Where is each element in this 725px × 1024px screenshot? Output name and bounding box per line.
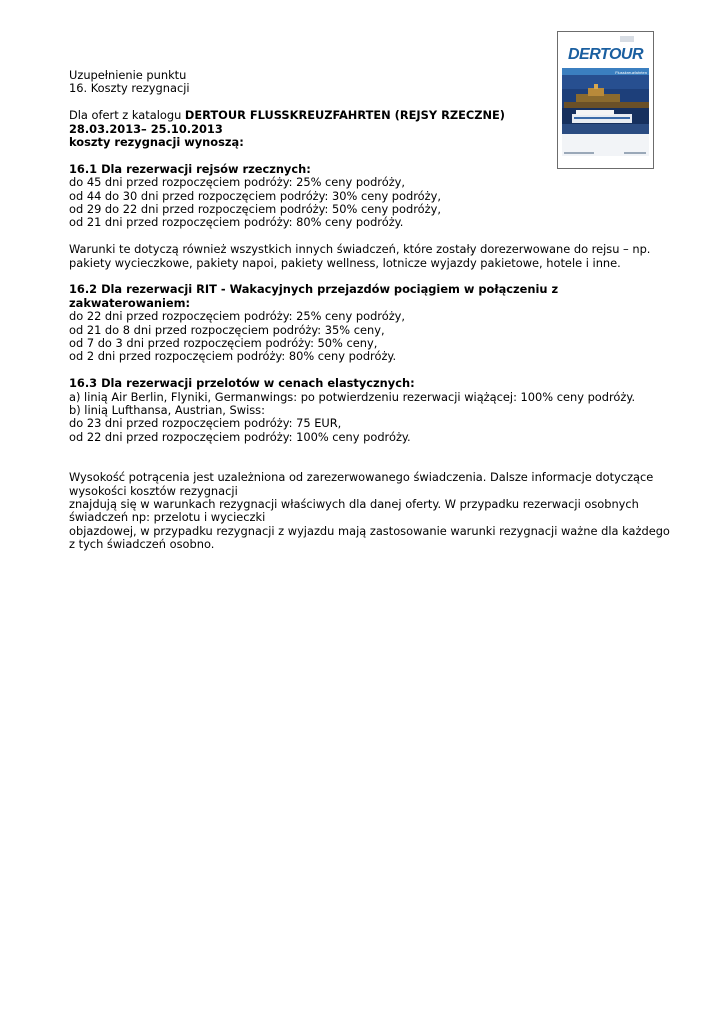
intro-line-1: Uzupełnienie punktu xyxy=(69,68,187,82)
catalog-line xyxy=(69,109,669,122)
section-2-item: do 22 dni przed rozpoczęciem podróży: 25% ceny podróży, xyxy=(69,309,406,324)
section-3-heading: 16.3 Dla rezerwacji przelotów w cenach elastycznych: xyxy=(69,376,415,391)
footer-line: wysokości kosztów rezygnacji xyxy=(69,483,238,498)
section-1-item: do 45 dni przed rozpoczęciem podróży: 25% ceny podróży, xyxy=(69,175,406,190)
section-3-item: b) linią Lufthansa, Austrian, Swiss: xyxy=(69,403,265,418)
section-2-item: od 7 do 3 dni przed rozpoczęciem podróży: 50% ceny, xyxy=(69,336,378,351)
section-1-item: od 21 dni przed rozpoczęciem podróży: 80% ceny podróży. xyxy=(69,215,404,230)
section-1-note: pakiety wycieczkowe, pakiety napoi, pakiety wellness, lotnicze wyjazdy pakietowe, hotele i inne. xyxy=(69,255,621,270)
section-1-heading: 16.1 Dla rezerwacji rejsów rzecznych: xyxy=(69,161,311,176)
section-3-item: a) linią Air Berlin, Flyniki, Germanwings: po potwierdzeniu rezerwacji wiążącej: 100% ceny podróży. xyxy=(69,389,636,404)
footer-line: Wysokość potrącenia jest uzależniona od zarezerwowanego świadczenia. Dalsze informacje dotyczące xyxy=(69,470,654,485)
catalog-prefix: Dla ofert z katalogu xyxy=(69,108,185,123)
footer-line: znajdują się w warunkach rezygnacji właściwych dla danej oferty. W przypadku rezerwacji osobnych xyxy=(69,496,639,511)
section-1-item: od 29 do 22 dni przed rozpoczęciem podróży: 50% ceny podróży, xyxy=(69,202,441,217)
section-2-item: od 2 dni przed rozpoczęciem podróży: 80% ceny podróży. xyxy=(69,349,397,364)
section-2-item: od 21 do 8 dni przed rozpoczęciem podróży: 35% ceny, xyxy=(69,322,385,337)
catalog-subtitle: Flusskreuzfahrten xyxy=(615,70,647,75)
intro-line-2: 16. Koszty rezygnacji xyxy=(69,81,190,96)
section-1-note: Warunki te dotyczą również wszystkich innych świadczeń, które zostały dorezerwowane do rejsu – np. xyxy=(69,242,651,257)
footer-line: z tych świadczeń osobno. xyxy=(69,537,215,552)
section-2-heading: 16.2 Dla rezerwacji RIT - Wakacyjnych przejazdów pociągiem w połączeniu z xyxy=(69,282,559,297)
footer-line: objazdowej, w przypadku rezygnacji z wyjazdu mają zastosowanie warunki rezygnacji ważne dla każdego xyxy=(69,523,670,538)
section-3-item: od 22 dni przed rozpoczęciem podróży: 100% ceny podróży. xyxy=(69,429,411,444)
catalog-brand-logo: DERTOUR xyxy=(567,46,644,63)
document-body xyxy=(69,69,669,552)
section-1-item: od 44 do 30 dni przed rozpoczęciem podróży: 30% ceny podróży, xyxy=(69,188,441,203)
section-2-heading: zakwaterowaniem: xyxy=(69,295,191,310)
catalog-name: DERTOUR FLUSSKREUZFAHRTEN (REJSY RZECZNE) xyxy=(184,108,506,123)
catalog-dates: 28.03.2013– 25.10.2013 xyxy=(69,121,223,136)
footer-line: świadczeń np: przelotu i wycieczki xyxy=(69,510,266,525)
section-3-item: do 23 dni przed rozpoczęciem podróży: 75 EUR, xyxy=(69,416,342,431)
costs-heading: koszty rezygnacji wynoszą: xyxy=(69,135,244,150)
